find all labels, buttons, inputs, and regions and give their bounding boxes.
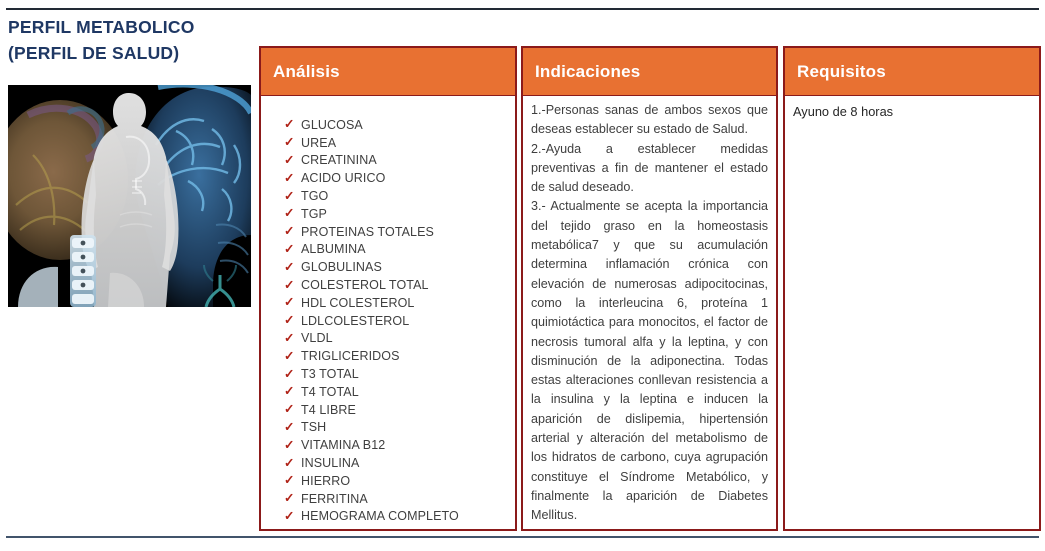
list-item-label: T4 LIBRE: [301, 402, 356, 417]
check-icon: ✓: [284, 455, 295, 470]
page-title-line2: (PERFIL DE SALUD): [8, 43, 180, 63]
list-item-label: VITAMINA B12: [301, 438, 386, 453]
check-icon: ✓: [284, 313, 295, 328]
list-item-label: ALBUMINA: [301, 242, 366, 257]
list-item-label: PROTEINAS TOTALES: [301, 224, 434, 239]
check-icon: ✓: [284, 348, 295, 363]
anatomy-collage-image: [8, 85, 251, 307]
check-icon: ✓: [284, 473, 295, 488]
list-item: [284, 508, 507, 526]
check-icon: ✓: [284, 384, 295, 399]
panel-indicaciones: [521, 46, 778, 531]
top-divider-rule: [6, 8, 1039, 10]
list-item: [284, 223, 507, 241]
check-icon: ✓: [284, 491, 295, 506]
list-item: [284, 490, 507, 508]
check-icon: ✓: [284, 135, 295, 150]
panel-analisis: [259, 46, 517, 531]
list-item-label: HIERRO: [301, 473, 351, 488]
list-item-label: ACIDO URICO: [301, 171, 386, 186]
indicaciones-paragraph-2: 2.-Ayuda a establecer medidas preventivas a fin de mantener el estado de salud deseado.: [531, 141, 768, 195]
anatomy-collage-svg: [8, 85, 251, 307]
check-icon: ✓: [284, 508, 295, 523]
list-item-label: GLOBULINAS: [301, 260, 382, 275]
page-title-line1: PERFIL METABOLICO: [8, 17, 195, 37]
list-item-label: TGP: [301, 206, 327, 221]
list-item-label: FERRITINA: [301, 491, 368, 506]
list-item: [284, 383, 507, 401]
list-item-label: HDL COLESTEROL: [301, 295, 415, 310]
list-item: [284, 152, 507, 170]
requisitos-text: Ayuno de 8 horas: [793, 104, 894, 119]
list-item: [284, 454, 507, 472]
list-item-label: TGO: [301, 189, 329, 204]
list-item: [284, 347, 507, 365]
list-item-label: COLESTEROL TOTAL: [301, 278, 429, 293]
check-icon: ✓: [284, 188, 295, 203]
analisis-checklist: [261, 96, 515, 525]
list-item: [284, 365, 507, 383]
page-title: [8, 14, 253, 66]
list-item-label: TRIGLICERIDOS: [301, 349, 400, 364]
check-icon: ✓: [284, 277, 295, 292]
check-icon: ✓: [284, 206, 295, 221]
indicaciones-paragraph-3: 3.- Actualmente se acepta la importancia del tejido graso en la homeostasis metabólica7 y que su acumulación determina inflamación crónica con elevación de numerosas adipocitocinas, como la interleucina 6, proteína 1 quimiotáctica para monocitos, el factor de necrosis tumoral alfa y la leptina, y con disminución de la adiponectina. Todas estas alteraciones conllevan resistencia a la insulina y la leptina e inducen la aparición de dislipemia, hipertensión arterial y alteración del metabolismo de los hidratos de carbono, cuya agrupación constituye el Síndrome Metabólico, y finalmente la aparición de Diabetes Mellitus.: [531, 199, 768, 523]
list-item: [284, 419, 507, 437]
check-icon: ✓: [284, 152, 295, 167]
list-item: [284, 241, 507, 259]
list-item-label: LDLCOLESTEROL: [301, 313, 410, 328]
list-item: [284, 134, 507, 152]
list-item: [284, 401, 507, 419]
check-icon: ✓: [284, 402, 295, 417]
indicaciones-paragraph-1: 1.-Personas sanas de ambos sexos que deseas establecer su estado de Salud.: [531, 103, 768, 137]
list-item-label: TSH: [301, 420, 327, 435]
list-item-label: T3 TOTAL: [301, 367, 359, 382]
list-item-label: CREATININA: [301, 153, 377, 168]
list-item: [284, 436, 507, 454]
column-header-requisitos: Requisitos: [785, 48, 1039, 96]
check-icon: ✓: [284, 366, 295, 381]
check-icon: ✓: [284, 295, 295, 310]
list-item-label: UREA: [301, 135, 337, 150]
list-item: [284, 258, 507, 276]
check-icon: ✓: [284, 437, 295, 452]
check-icon: ✓: [284, 259, 295, 274]
list-item-label: VLDL: [301, 331, 333, 346]
check-icon: ✓: [284, 224, 295, 239]
list-item-label: T4 TOTAL: [301, 384, 359, 399]
list-item: [284, 169, 507, 187]
bottom-divider-rule: [6, 536, 1039, 538]
list-item: [284, 276, 507, 294]
list-item: [284, 330, 507, 348]
list-item: [284, 294, 507, 312]
indicaciones-text: [523, 96, 776, 526]
panel-requisitos: [783, 46, 1041, 531]
list-item-label: GLUCOSA: [301, 117, 363, 132]
list-item-label: INSULINA: [301, 456, 360, 471]
check-icon: ✓: [284, 241, 295, 256]
column-header-indicaciones: Indicaciones: [523, 48, 776, 96]
list-item: [284, 205, 507, 223]
list-item-label: HEMOGRAMA COMPLETO: [301, 509, 459, 524]
column-header-analisis: Análisis: [261, 48, 515, 96]
check-icon: ✓: [284, 419, 295, 434]
list-item: [284, 116, 507, 134]
list-item: [284, 187, 507, 205]
list-item: [284, 472, 507, 490]
check-icon: ✓: [284, 330, 295, 345]
list-item: [284, 312, 507, 330]
check-icon: ✓: [284, 170, 295, 185]
check-icon: ✓: [284, 117, 295, 132]
